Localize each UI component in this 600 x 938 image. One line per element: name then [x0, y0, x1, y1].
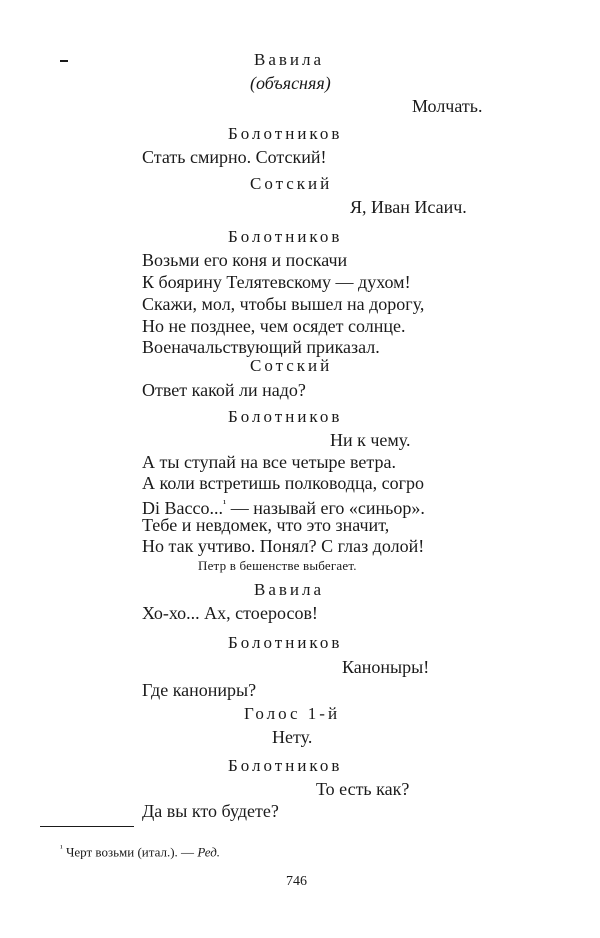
italian-phrase: Di Bacco... [142, 498, 223, 518]
speaker-bolotnikov: Болотников [228, 633, 343, 652]
verse-line: То есть как? [316, 779, 410, 799]
speaker-bolotnikov: Болотников [228, 407, 343, 426]
speaker-vavila: Вавила [254, 580, 325, 599]
verse-line: Нету. [272, 727, 313, 747]
footnote-text: Черт возьми (итал.). — [65, 844, 195, 860]
verse-line: Да вы кто будете? [142, 801, 279, 821]
speaker-voice: Голос 1-й [244, 704, 341, 723]
speaker-sotsky: Сотский [250, 356, 333, 375]
verse-line: Ни к чему. [330, 430, 411, 450]
verse-line: Я, Иван Исаич. [350, 197, 467, 217]
page-number: 746 [286, 874, 307, 889]
speaker-bolotnikov: Болотников [228, 124, 343, 143]
speaker-vavila: Вавила [254, 50, 325, 69]
stage-direction: Петр в бешенстве выбегает. [198, 558, 357, 573]
speaker-bolotnikov: Болотников [228, 756, 343, 775]
footnote-rule [40, 826, 134, 827]
verse-line: Тебе и невдомек, что это значит, [142, 515, 390, 535]
verse-line: Стать смирно. Сотский! [142, 147, 327, 167]
verse-line: Каноныры! [342, 657, 430, 677]
verse-line: Но не позднее, чем осядет солнце. [142, 316, 406, 336]
verse-line: Скажи, мол, чтобы вышел на дорогу, [142, 294, 425, 314]
verse-line: Военачальствующий приказал. [142, 337, 380, 357]
verse-line: Где канониры? [142, 680, 257, 700]
verse-continuation: — называй его «синьор». [226, 498, 425, 518]
verse-line: Возьми его коня и поскачи [142, 250, 348, 270]
footnote-source: Ред. [197, 844, 221, 860]
speaker-bolotnikov: Болотников [228, 227, 343, 246]
verse-line: К боярину Телятевскому — духом! [142, 272, 411, 292]
margin-mark [60, 60, 68, 62]
verse-line: Хо-хо... Ах, стоеросов! [142, 603, 318, 623]
footnote-ref: ¹ [222, 498, 227, 510]
verse-line: Но так учтиво. Понял? С глаз долой! [142, 536, 425, 556]
verse-line: А коли встретишь полководца, согро [142, 473, 424, 493]
footnote [60, 838, 220, 862]
verse-line: Ответ какой ли надо? [142, 380, 306, 400]
verse-line: Молчать. [412, 96, 483, 116]
verse-line: А ты ступай на все четыре ветра. [142, 452, 396, 472]
speaker-sotsky: Сотский [250, 174, 333, 193]
footnote-mark: ¹ [60, 843, 63, 853]
stage-direction: (объясняя) [250, 73, 331, 93]
